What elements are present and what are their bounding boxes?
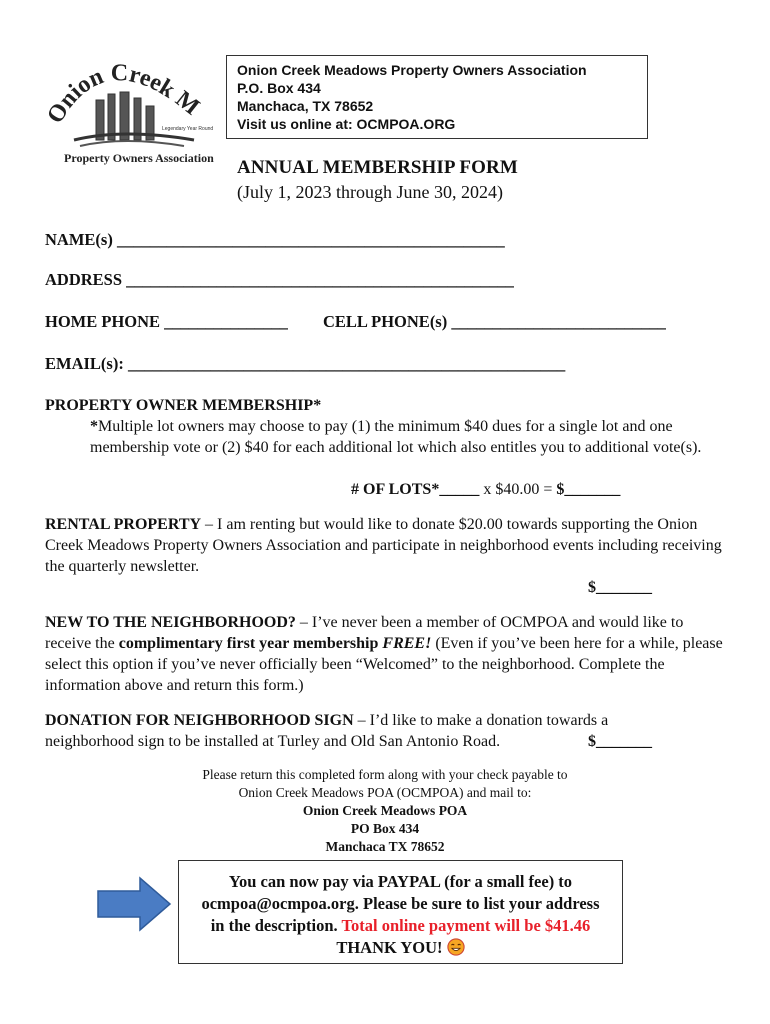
address-po-box: P.O. Box 434 <box>237 80 321 96</box>
address-website: Visit us online at: OCMPOA.ORG <box>237 116 456 132</box>
return-city: Manchaca TX 78652 <box>325 839 445 854</box>
rental-text: – I am renting but would like to donate $20.00 towards supporting the Onion Creek Meadows Property Owners Association and participate in neighborhood events including receiving the quarterly newsletter. <box>45 516 722 575</box>
lots-total-input[interactable]: $_______ <box>556 481 621 498</box>
return-line-2: Onion Creek Meadows POA (OCMPOA) and mail to: <box>238 785 532 800</box>
paypal-line-1: You can now pay via PAYPAL (for a small fee) to <box>228 872 573 891</box>
form-title: ANNUAL MEMBERSHIP FORM <box>237 157 518 178</box>
logo-graphic <box>44 48 214 172</box>
return-line-1: Please return this completed form along with your check payable to <box>202 767 568 782</box>
return-instructions <box>100 766 670 856</box>
cell-phone-field[interactable]: CELL PHONE(s) __________________________ <box>323 312 666 331</box>
form-subtitle: (July 1, 2023 through June 30, 2024) <box>237 182 503 202</box>
rental-heading: RENTAL PROPERTY <box>45 516 202 533</box>
association-logo <box>44 48 214 172</box>
address-field[interactable]: ADDRESS _______________________________________________ <box>45 270 514 289</box>
new-neighbor-section: NEW TO THE NEIGHBORHOOD? – I’ve never been a member of OCMPOA and would like to receive the complimentary first year membership FREE! (Even if you’ve been here for a while, please select this option if you’ve never officially been “Welcomed” to the neighborhood. Complete the information above and return this form.) <box>45 614 723 694</box>
right-arrow-icon <box>96 876 172 932</box>
online-total: Total online payment will be $41.46 <box>341 916 591 935</box>
rental-amount-input[interactable]: $_______ <box>588 579 652 596</box>
names-field[interactable]: NAME(s) _______________________________________________ <box>45 230 505 249</box>
donation-heading: DONATION FOR NEIGHBORHOOD SIGN <box>45 712 354 729</box>
lots-calc: x $40.00 = <box>479 481 557 498</box>
smiley-icon <box>447 938 465 956</box>
paypal-line-3: in the description. Total online payment will be $41.46 <box>210 916 591 935</box>
rental-section <box>45 514 725 577</box>
paypal-line-2: ocmpoa@ocmpoa.org. Please be sure to list your address <box>201 894 600 913</box>
address-city: Manchaca, TX 78652 <box>237 98 374 114</box>
email-field[interactable]: EMAIL(s): _____________________________________________________ <box>45 354 566 373</box>
paypal-thanks: THANK YOU! <box>179 937 622 959</box>
lots-line <box>351 479 620 500</box>
membership-note: *Multiple lot owners may choose to pay (1) the minimum $40 dues for a single lot and one membership vote or (2) $40 for each additional lot which also entitles you to additional vote(s). <box>90 418 702 456</box>
logo-name: Onion Creek M <box>44 60 205 129</box>
donation-text: – I’d like to make a donation towards a neighborhood sign to be installed at Turley and Old San Antonio Road. <box>45 712 609 750</box>
return-box: PO Box 434 <box>350 821 420 836</box>
membership-section <box>45 395 725 458</box>
donation-amount-input[interactable]: $_______ <box>588 733 652 750</box>
home-phone-field[interactable]: HOME PHONE _______________ <box>45 312 288 331</box>
lots-label: # OF LOTS* <box>351 481 440 498</box>
membership-heading: PROPERTY OWNER MEMBERSHIP* <box>45 397 322 414</box>
logo-caption: Legendary Year Round <box>162 126 214 132</box>
return-name: Onion Creek Meadows POA <box>302 803 468 818</box>
address-org-name: Onion Creek Meadows Property Owners Association <box>237 62 587 78</box>
new-neighbor-heading: NEW TO THE NEIGHBORHOOD? <box>45 614 296 631</box>
paypal-notice <box>178 860 623 964</box>
lots-input[interactable]: _____ <box>439 481 480 498</box>
logo-tagline: Property Owners Association <box>64 151 214 165</box>
address-box <box>226 55 648 139</box>
